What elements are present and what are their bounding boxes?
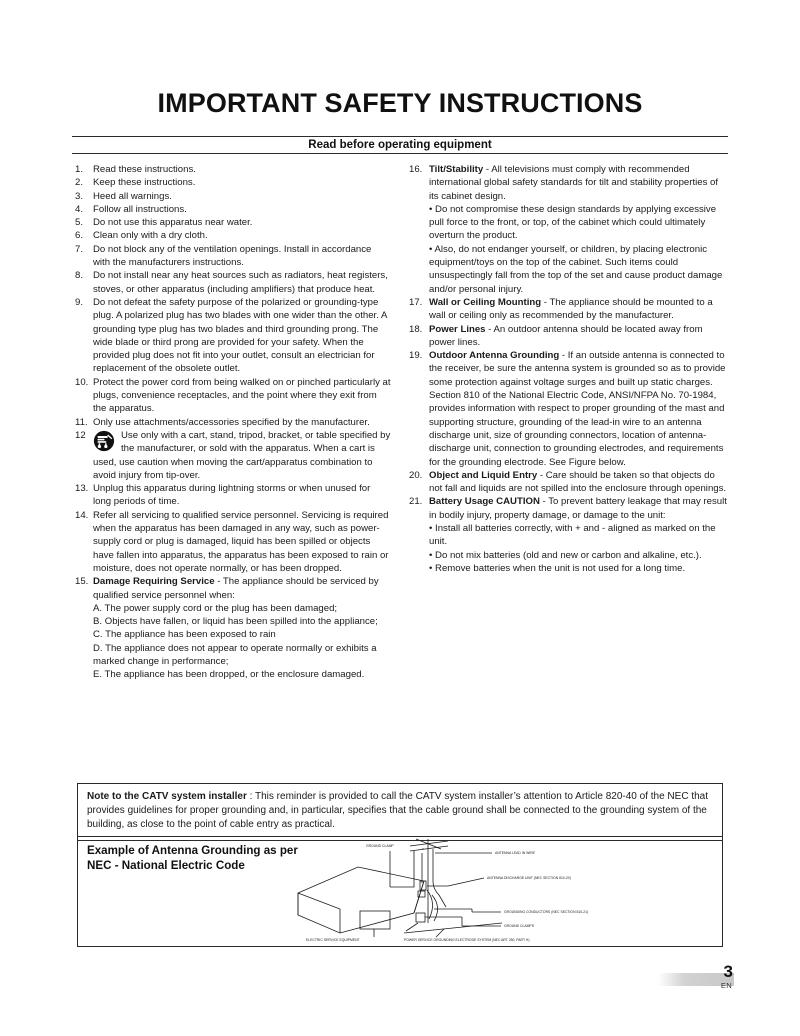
instruction-item: [72, 216, 391, 229]
instruction-item: [72, 376, 391, 416]
instruction-number: 6.: [75, 230, 84, 242]
instruction-subline: B. Objects have fallen, or liquid has been spilled into the appliance;: [93, 616, 378, 628]
instruction-lead: Damage Requiring Service: [93, 576, 215, 588]
catv-note-lead: Note to the CATV system installer: [87, 791, 247, 802]
instruction-item: [72, 176, 391, 189]
catv-note-text: : This reminder is provided to call the CATV system installer’s attention to Article 820-40 of the NEC that provides guidelines for proper grounding and, in particular, specifies that the cable ground shall be connected to the grounding system of the building, as close to the point of cable entry as practical.: [87, 791, 708, 831]
instruction-number: 5.: [75, 217, 84, 229]
instruction-text: Follow all instructions.: [93, 203, 187, 215]
instruction-number: 11.: [75, 416, 88, 428]
instruction-text: Heed all warnings.: [93, 190, 172, 202]
instruction-lead: Battery Usage CAUTION: [429, 496, 540, 508]
instruction-item: [72, 243, 391, 270]
instruction-subline: • Remove batteries when the unit is not used for a long time.: [429, 562, 686, 574]
instruction-item: [72, 269, 391, 296]
instruction-number: 12: [75, 429, 86, 441]
subtitle-rule: [72, 136, 728, 154]
instruction-number: 18.: [409, 323, 423, 335]
instruction-item: [72, 190, 391, 203]
instruction-item: [72, 163, 391, 176]
page-subtitle: Read before operating equipment: [308, 138, 492, 151]
page-language-code: EN: [720, 981, 732, 990]
label-ground-clamp: GROUND CLAMP: [366, 844, 394, 848]
instruction-item: [72, 575, 391, 681]
instruction-item: [409, 323, 728, 350]
right-instruction-list: [409, 163, 728, 575]
instruction-item: [409, 349, 728, 469]
instruction-subline: Section 810 of the National Electric Code, ANSI/NFPA No. 70-1984, provides information with respect to proper grounding of the mast and supporting structure, grounding of the lead-in wire to an antenna discharge unit, size of grounding connectors, location of antenna-discharge unit, connection to grounding electrodes, and requirements for the grounding electrode. See Figure below.: [429, 390, 725, 468]
instruction-text: Do not install near any heat sources such as radiators, heat registers, stoves, or other apparatus (including amplifiers) that produce heat.: [93, 270, 388, 295]
instruction-item: [409, 495, 728, 575]
instruction-text: Keep these instructions.: [93, 177, 196, 189]
instruction-lead: Wall or Ceiling Mounting: [429, 296, 542, 308]
instruction-number: 8.: [75, 270, 84, 282]
label-power-service-grounding: POWER SERVICE GROUNDING ELECTRODE SYSTEM (NEC ART 250, PART H): [404, 938, 530, 942]
instruction-number: 15.: [75, 576, 89, 588]
instruction-text: Power Lines - An outdoor antenna should be located away from power lines.: [429, 323, 703, 348]
instruction-text: Tilt/Stability - All televisions must comply with recommended international global safety standards for tilt and stability properties of its cabinet design. • Do not compromise these design standards by applying excessive pull force to the front, or top, of the cabinet which could ultimately overturn the product. • Also, do not endanger yourself, or children, by placing electronic equipment/toys on the top of the cabinet. Such items could unsuspectingly fall from the top of the set and cause product damage and/or personal injury.: [429, 163, 728, 296]
instruction-number: 10.: [75, 376, 89, 388]
instruction-lead: Tilt/Stability: [429, 164, 484, 175]
instruction-number: 21.: [409, 496, 423, 508]
instruction-number: 1.: [75, 164, 84, 175]
page-title: IMPORTANT SAFETY INSTRUCTIONS: [157, 88, 643, 118]
right-column: [409, 163, 728, 575]
label-ground-clamps: GROUND CLAMPS: [504, 924, 534, 928]
instruction-lead: Object and Liquid Entry: [429, 469, 538, 481]
instruction-text: Only use attachments/accessories specified by the manufacturer.: [93, 416, 370, 428]
instruction-text: Outdoor Antenna Grounding - If an outside antenna is connected to the receiver, be sure the antenna system is grounded so as to provide some protection against voltage surges and built up static charges. Section 810 of the National Electric Code, ANSI/NFPA No. 70-1984, provides information with respect to proper grounding of the mast and supporting structure, grounding of the lead-in wire to an antenna discharge unit, size of grounding connectors, location of antenna-discharge unit, connection to grounding electrodes, and requirements for the grounding electrode. See Figure below.: [429, 349, 728, 469]
antenna-grounding-diagram: [296, 837, 723, 946]
instruction-number: 20.: [409, 469, 423, 481]
instruction-subline: A. The power supply cord or the plug has been damaged;: [93, 602, 338, 614]
instruction-number: 7.: [75, 243, 84, 255]
label-grounding-conductors: GROUNDING CONDUCTORS (NEC SECTION 810-21): [504, 910, 589, 914]
label-antenna-discharge-unit: ANTENNA DISCHARGE UNIT (NEC SECTION 810-20): [487, 876, 571, 880]
instruction-subline: • Install all batteries correctly, with + and - aligned as marked on the unit.: [429, 523, 716, 548]
left-instruction-list: [72, 163, 391, 682]
instruction-number: 9.: [75, 296, 84, 308]
instruction-text: Wall or Ceiling Mounting - The appliance should be mounted to a wall or ceiling only as recommended by the manufacturer.: [429, 296, 713, 322]
instruction-lead: Outdoor Antenna Grounding: [429, 350, 560, 362]
antenna-grounding-figure: [77, 836, 723, 947]
instruction-item: [72, 482, 391, 509]
instruction-text: Unplug this apparatus during lightning storms or when unused for long periods of time.: [93, 483, 371, 508]
page-footer: [654, 962, 734, 990]
instruction-number: 2.: [75, 177, 84, 189]
instruction-item: [72, 229, 391, 242]
instruction-text: Protect the power cord from being walked on or pinched particularly at plugs, convenience receptacles, and the point where they exit from the apparatus.: [93, 376, 391, 415]
instruction-subline: • Do not mix batteries (old and new or carbon and alkaline, etc.).: [429, 549, 702, 561]
instruction-item: [409, 163, 728, 296]
label-electric-service-equipment: ELECTRIC SERVICE EQUIPMENT: [306, 938, 360, 942]
instruction-item: [72, 509, 391, 575]
instruction-number: 4.: [75, 203, 84, 215]
safety-instructions-columns: [72, 163, 728, 682]
page-number: 3: [723, 962, 733, 981]
catv-installer-note: [77, 783, 723, 841]
instruction-number: 19.: [409, 350, 423, 362]
diagram-heading: Example of Antenna Grounding as per NEC - National Electric Code: [87, 844, 298, 872]
cart-warning-icon: [93, 430, 115, 452]
instruction-text: Do not use this apparatus near water.: [93, 217, 253, 229]
instruction-text: Read these instructions.: [93, 164, 196, 175]
instruction-text: Do not block any of the ventilation openings. Install in accordance with the manufacturers instructions.: [93, 243, 372, 269]
instruction-text: Use only with a cart, stand, tripod, bracket, or table specified by the manufacturer, or sold with the apparatus. When a cart is used, use caution when moving the cart/apparatus combination to avoid injury from tip-over.: [93, 429, 391, 481]
instruction-number: 17.: [409, 296, 423, 308]
instruction-item: [72, 429, 391, 482]
instruction-number: 13.: [75, 483, 89, 495]
instruction-item: [409, 469, 728, 496]
instruction-text: Damage Requiring Service - The appliance should be serviced by qualified service personnel when: A. The power supply cord or the plug has been damaged; B. Objects have fallen, or liquid has been spilled into the appliance; C. The appliance has been exposed to rain D. The appliance does not appear to operate normally or exhibits a marked change in performance; E. The appliance has been dropped, or the enclosure damaged.: [93, 575, 391, 681]
instruction-lead: Power Lines: [429, 323, 486, 335]
instruction-item: [72, 416, 391, 429]
left-column: [72, 163, 391, 682]
instruction-subline: D. The appliance does not appear to operate normally or exhibits a marked change in performance;: [93, 642, 377, 667]
label-antenna-lead-in-wire: ANTENNA LEAD IN WIRE: [495, 851, 535, 855]
instruction-subline: C. The appliance has been exposed to rain: [93, 629, 276, 641]
instruction-item: [409, 296, 728, 323]
instruction-subline: • Also, do not endanger yourself, or children, by placing electronic equipment/toys on the top of the cabinet. Such items could unsuspectingly fall from the top of the set and cause product damage and/or personal injury.: [429, 243, 723, 295]
instruction-item: [72, 203, 391, 216]
instruction-number: 16.: [409, 164, 423, 175]
instruction-text: Battery Usage CAUTION - To prevent battery leakage that may result in bodily injury, property damage, or damage to the unit: • Install all batteries correctly, with + and - aligned as marked on the unit. • Do not mix batteries (old and new or carbon and alkaline, etc.). • Remove batteries when the unit is not used for a long time.: [429, 496, 727, 574]
instruction-text: Refer all servicing to qualified service personnel. Servicing is required when the apparatus has been damaged in any way, such as power-supply cord or plug is damaged, liquid has been spilled or objects have fallen into apparatus, the apparatus has been exposed to rain or moisture, does not operate normally, or has been dropped.: [93, 509, 389, 574]
instruction-number: 3.: [75, 190, 84, 202]
instruction-number: 14.: [75, 509, 89, 521]
instruction-subline: E. The appliance has been dropped, or the enclosure damaged.: [93, 669, 365, 681]
instruction-text: Do not defeat the safety purpose of the polarized or grounding-type plug. A polarized plug has two blades with one wider than the other. A grounding type plug has two blades and third grounding prong. The wide blade or third prong are provided for your safety. When the provided plug does not fit into your outlet, consult an electrician for replacement of the obsolete outlet.: [93, 296, 387, 375]
instruction-subline: • Do not compromise these design standards by applying excessive pull force to the front, or top, of the cabinet which could ultimately overturn the product.: [429, 203, 717, 242]
instruction-text: Object and Liquid Entry - Care should be taken so that objects do not fall and liquids are not spilled into the enclosure through openings.: [429, 469, 727, 495]
instruction-item: [72, 296, 391, 376]
instruction-text: Clean only with a dry cloth.: [93, 230, 208, 242]
